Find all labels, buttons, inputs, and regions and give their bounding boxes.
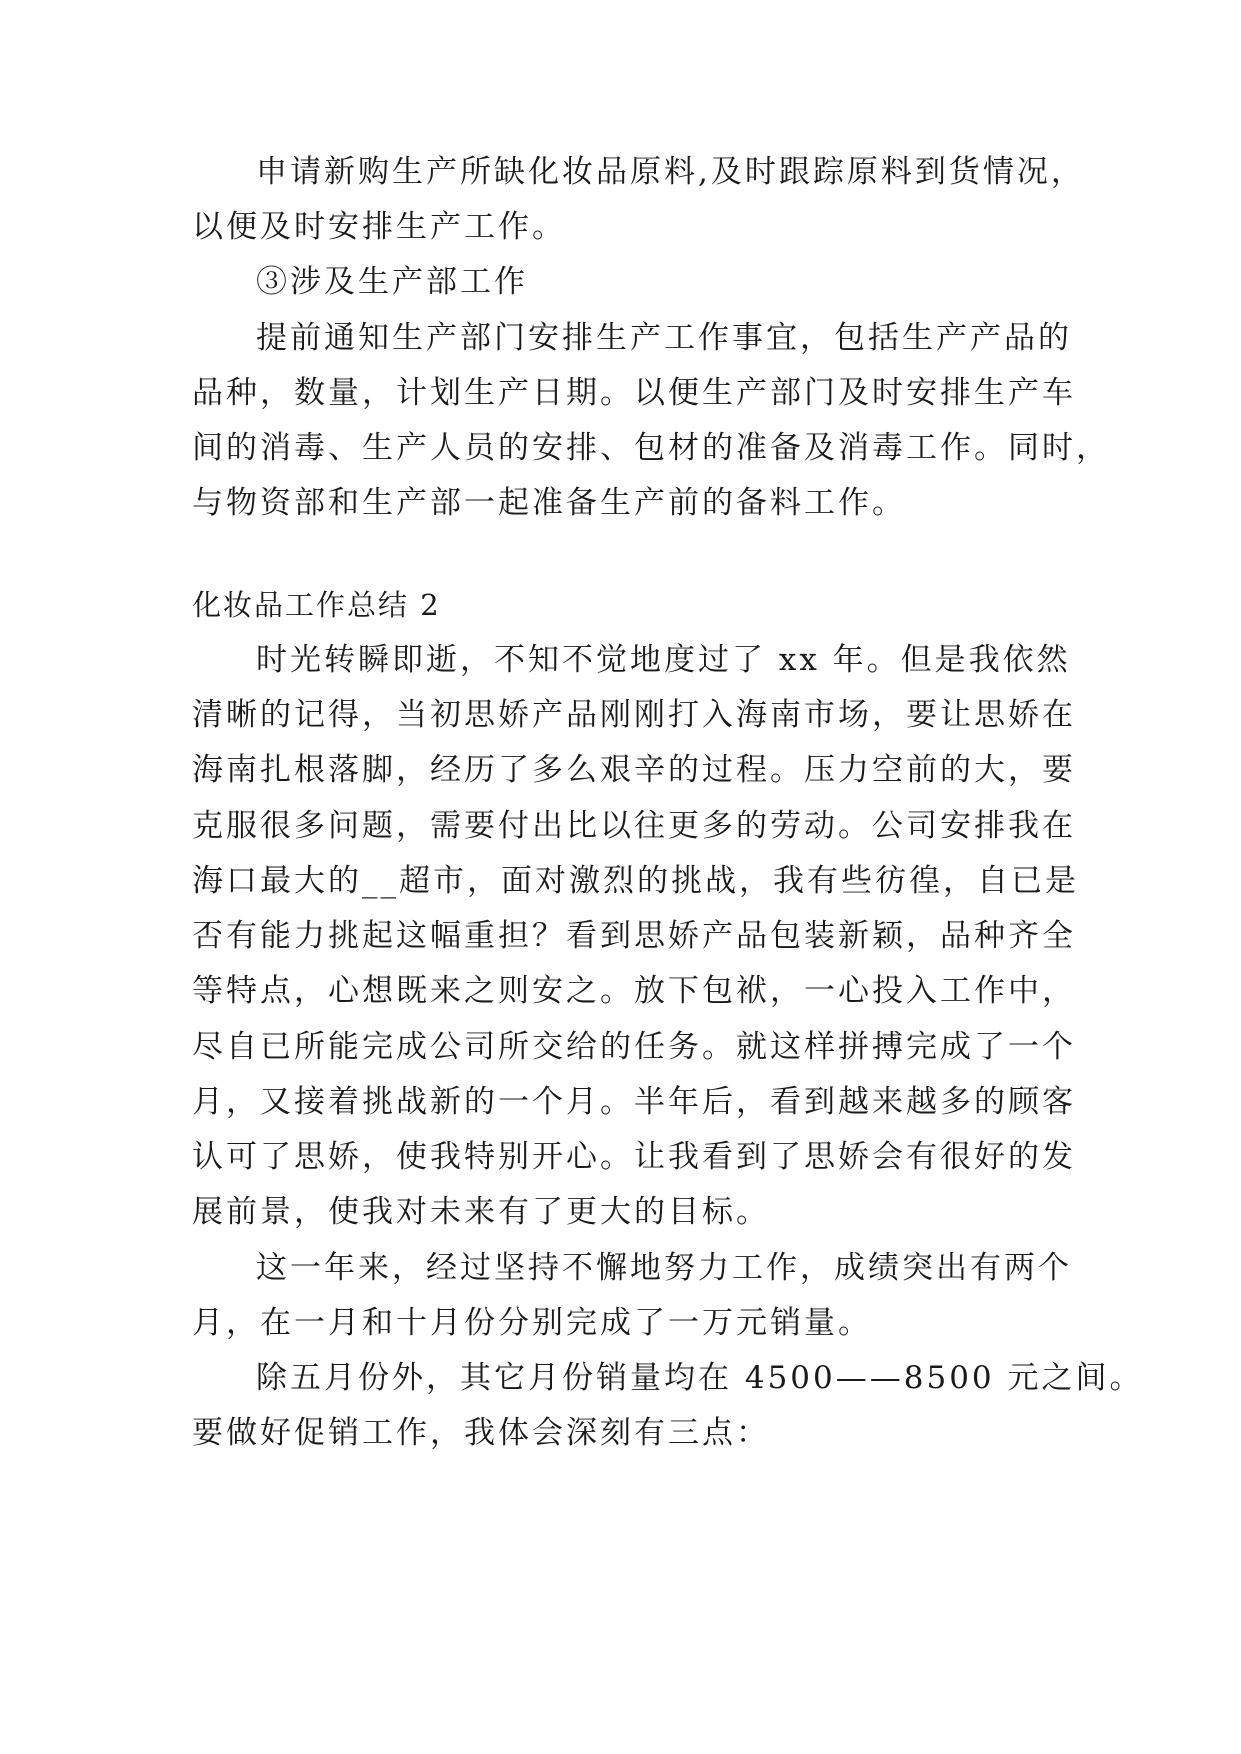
- paragraph-line: 月，又接着挑战新的一个月。半年后，看到越来越多的顾客: [192, 1084, 1076, 1120]
- paragraph-line: 品种，数量，计划生产日期。以便生产部门及时安排生产车: [192, 375, 1076, 411]
- paragraph-line: 展前景，使我对未来有了更大的目标。: [192, 1194, 770, 1230]
- paragraph-line: 间的消毒、生产人员的安排、包材的准备及消毒工作。同时，: [192, 430, 1110, 466]
- paragraph-line: 提前通知生产部门安排生产工作事宜，包括生产产品的: [256, 320, 1072, 356]
- paragraph-line: 以便及时安排生产工作。: [192, 209, 566, 245]
- paragraph-line: 时光转瞬即逝，不知不觉地度过了 xx 年。但是我依然: [256, 642, 1071, 678]
- paragraph-line: 海南扎根落脚，经历了多么艰辛的过程。压力空前的大，要: [192, 752, 1076, 788]
- section-title: 化妆品工作总结 2: [192, 588, 441, 622]
- paragraph-line: 申请新购生产所缺化妆品原料,及时跟踪原料到货情况，: [256, 154, 1085, 190]
- paragraph-line: 海口最大的__超市，面对激烈的挑战，我有些彷徨，自已是: [192, 863, 1079, 899]
- paragraph-line: 要做好促销工作，我体会深刻有三点：: [192, 1415, 770, 1451]
- paragraph-line: 否有能力挑起这幅重担？看到思娇产品包装新颖，品种齐全: [192, 918, 1076, 954]
- paragraph-line: 清晰的记得，当初思娇产品刚刚打入海南市场，要让思娇在: [192, 697, 1076, 733]
- paragraph-line: 这一年来，经过坚持不懈地努力工作，成绩突出有两个: [256, 1250, 1072, 1286]
- paragraph-line: 克服很多问题，需要付出比以往更多的劳动。公司安排我在: [192, 808, 1076, 844]
- subheading: ③涉及生产部工作: [256, 264, 528, 300]
- paragraph-line: 除五月份外，其它月份销量均在 4500——8500 元之间。: [256, 1360, 1144, 1396]
- paragraph-line: 与物资部和生产部一起准备生产前的备料工作。: [192, 485, 906, 521]
- paragraph-line: 月，在一月和十月份分别完成了一万元销量。: [192, 1305, 872, 1341]
- paragraph-line: 尽自已所能完成公司所交给的任务。就这样拼搏完成了一个: [192, 1029, 1076, 1065]
- paragraph-line: 认可了思娇，使我特别开心。让我看到了思娇会有很好的发: [192, 1139, 1076, 1175]
- paragraph-line: 等特点，心想既来之则安之。放下包袱，一心投入工作中，: [192, 973, 1076, 1009]
